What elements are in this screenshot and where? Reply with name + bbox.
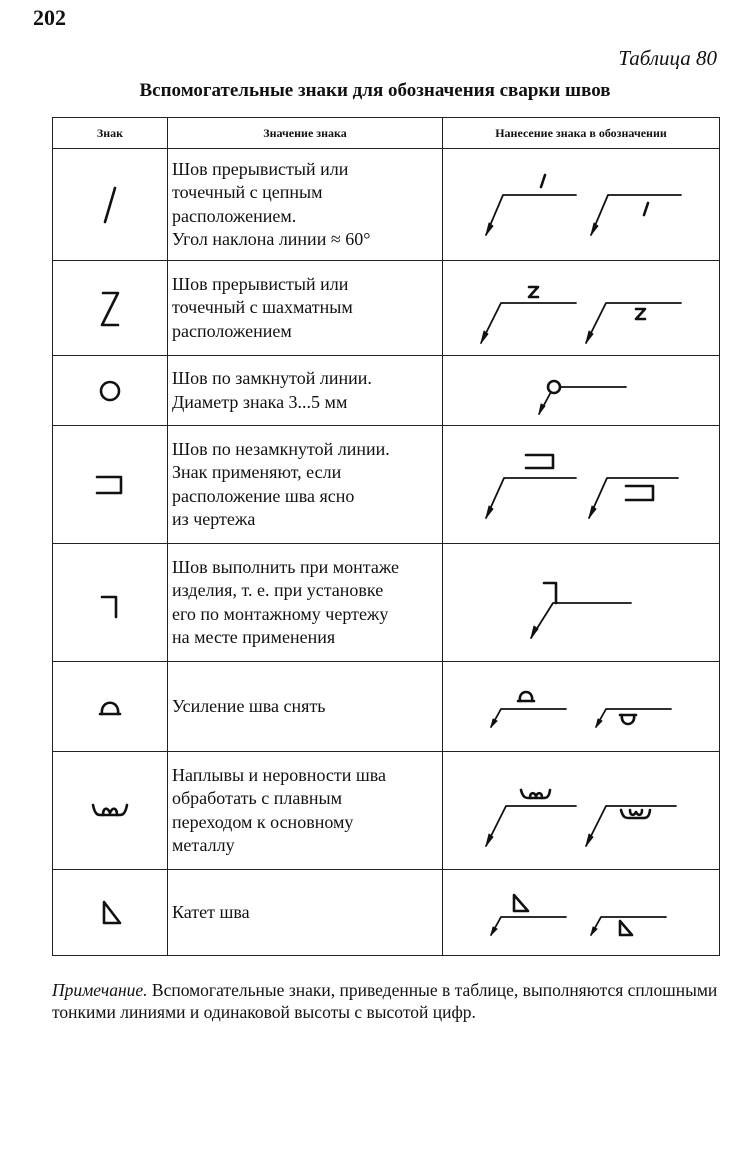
meaning-line: расположение шва ясно <box>172 485 355 506</box>
circle-sign-icon <box>90 371 130 411</box>
meaning-line: металлу <box>172 835 235 855</box>
weld-leader-example-icon <box>446 667 716 747</box>
table-row <box>53 870 720 956</box>
table-title: Вспомогательные знаки для обозначения сварки швов <box>139 80 611 101</box>
corner-flag-sign-icon <box>90 583 130 623</box>
weld-leader-example-icon <box>446 155 716 255</box>
table-row <box>53 149 720 261</box>
weld-leader-example-icon <box>446 756 716 866</box>
meaning-line: переходом к основному <box>172 811 354 832</box>
z-sign-icon <box>90 283 130 333</box>
sign-cell <box>53 544 168 662</box>
slash-sign-icon <box>90 180 130 230</box>
table-row <box>53 662 720 752</box>
reinforcement-removed-sign-icon <box>90 687 130 727</box>
meaning-line: Усиление шва снять <box>172 695 326 716</box>
weld-leader-example-icon <box>446 430 716 540</box>
meaning-cell <box>168 356 443 426</box>
table-row <box>53 544 720 662</box>
header-sign: Знак <box>53 118 168 149</box>
sign-cell <box>53 261 168 356</box>
meaning-line: расположением <box>172 320 292 341</box>
meaning-line: Катет шва <box>172 901 250 922</box>
meaning-line: Знак применяют, если <box>172 462 342 482</box>
open-bracket-sign-icon <box>85 465 135 505</box>
table-row <box>53 261 720 356</box>
meaning-line: на месте применения <box>172 627 336 647</box>
application-cell <box>443 426 720 544</box>
note-text: Вспомогательные знаки, приведенные в таблице, выполняются сплошными тонкими линиями и одинаковой высоты с высотой цифр. <box>52 980 718 1022</box>
weld-leader-example-icon <box>446 548 716 658</box>
meaning-line: его по монтажному чертежу <box>172 603 389 624</box>
page-number: 202 <box>33 5 66 30</box>
meaning-line: Диаметр знака 3...5 мм <box>172 391 348 412</box>
application-cell <box>443 261 720 356</box>
table-row <box>53 426 720 544</box>
meaning-line: точечный с цепным <box>172 182 323 202</box>
sign-cell <box>53 752 168 870</box>
sign-cell <box>53 870 168 956</box>
meaning-cell <box>168 544 443 662</box>
meaning-line: расположением. <box>172 205 297 226</box>
meaning-cell <box>168 261 443 356</box>
meaning-cell <box>168 426 443 544</box>
meaning-cell <box>168 662 443 752</box>
table-row <box>53 356 720 426</box>
weld-leader-example-icon <box>446 873 716 953</box>
sign-cell <box>53 149 168 261</box>
table-label: Таблица 80 <box>618 46 717 70</box>
weld-signs-table <box>52 117 720 956</box>
meaning-line: Шов выполнить при монтаже <box>172 556 400 577</box>
application-cell <box>443 356 720 426</box>
sign-cell <box>53 426 168 544</box>
table-header-row <box>53 118 720 149</box>
table-row <box>53 752 720 870</box>
application-cell <box>443 544 720 662</box>
application-cell <box>443 662 720 752</box>
application-cell <box>443 752 720 870</box>
leg-triangle-sign-icon <box>90 893 130 933</box>
sign-cell <box>53 356 168 426</box>
header-meaning: Значение знака <box>168 118 443 149</box>
smooth-transition-sign-icon <box>85 791 135 831</box>
application-cell <box>443 870 720 956</box>
application-cell <box>443 149 720 261</box>
meaning-line: точечный с шахматным <box>172 297 353 318</box>
table-note <box>52 979 722 1023</box>
note-label: Примечание. <box>52 980 148 1000</box>
meaning-cell <box>168 870 443 956</box>
meaning-line: из чертежа <box>172 509 256 529</box>
meaning-line: Шов прерывистый или <box>172 273 349 294</box>
meaning-line: обработать с плавным <box>172 788 342 808</box>
meaning-line: изделия, т. е. при установке <box>172 580 384 600</box>
weld-leader-example-icon <box>446 359 716 423</box>
sign-cell <box>53 662 168 752</box>
meaning-line: Наплывы и неровности шва <box>172 764 386 785</box>
weld-leader-example-icon <box>446 263 716 353</box>
meaning-line: Шов по незамкнутой линии. <box>172 438 390 459</box>
meaning-line: Шов по замкнутой линии. <box>172 368 372 388</box>
meaning-line: Угол наклона линии ≈ 60° <box>172 229 371 249</box>
meaning-cell <box>168 149 443 261</box>
header-application: Нанесение знака в обозначении <box>443 118 720 149</box>
meaning-line: Шов прерывистый или <box>172 158 349 179</box>
meaning-cell <box>168 752 443 870</box>
